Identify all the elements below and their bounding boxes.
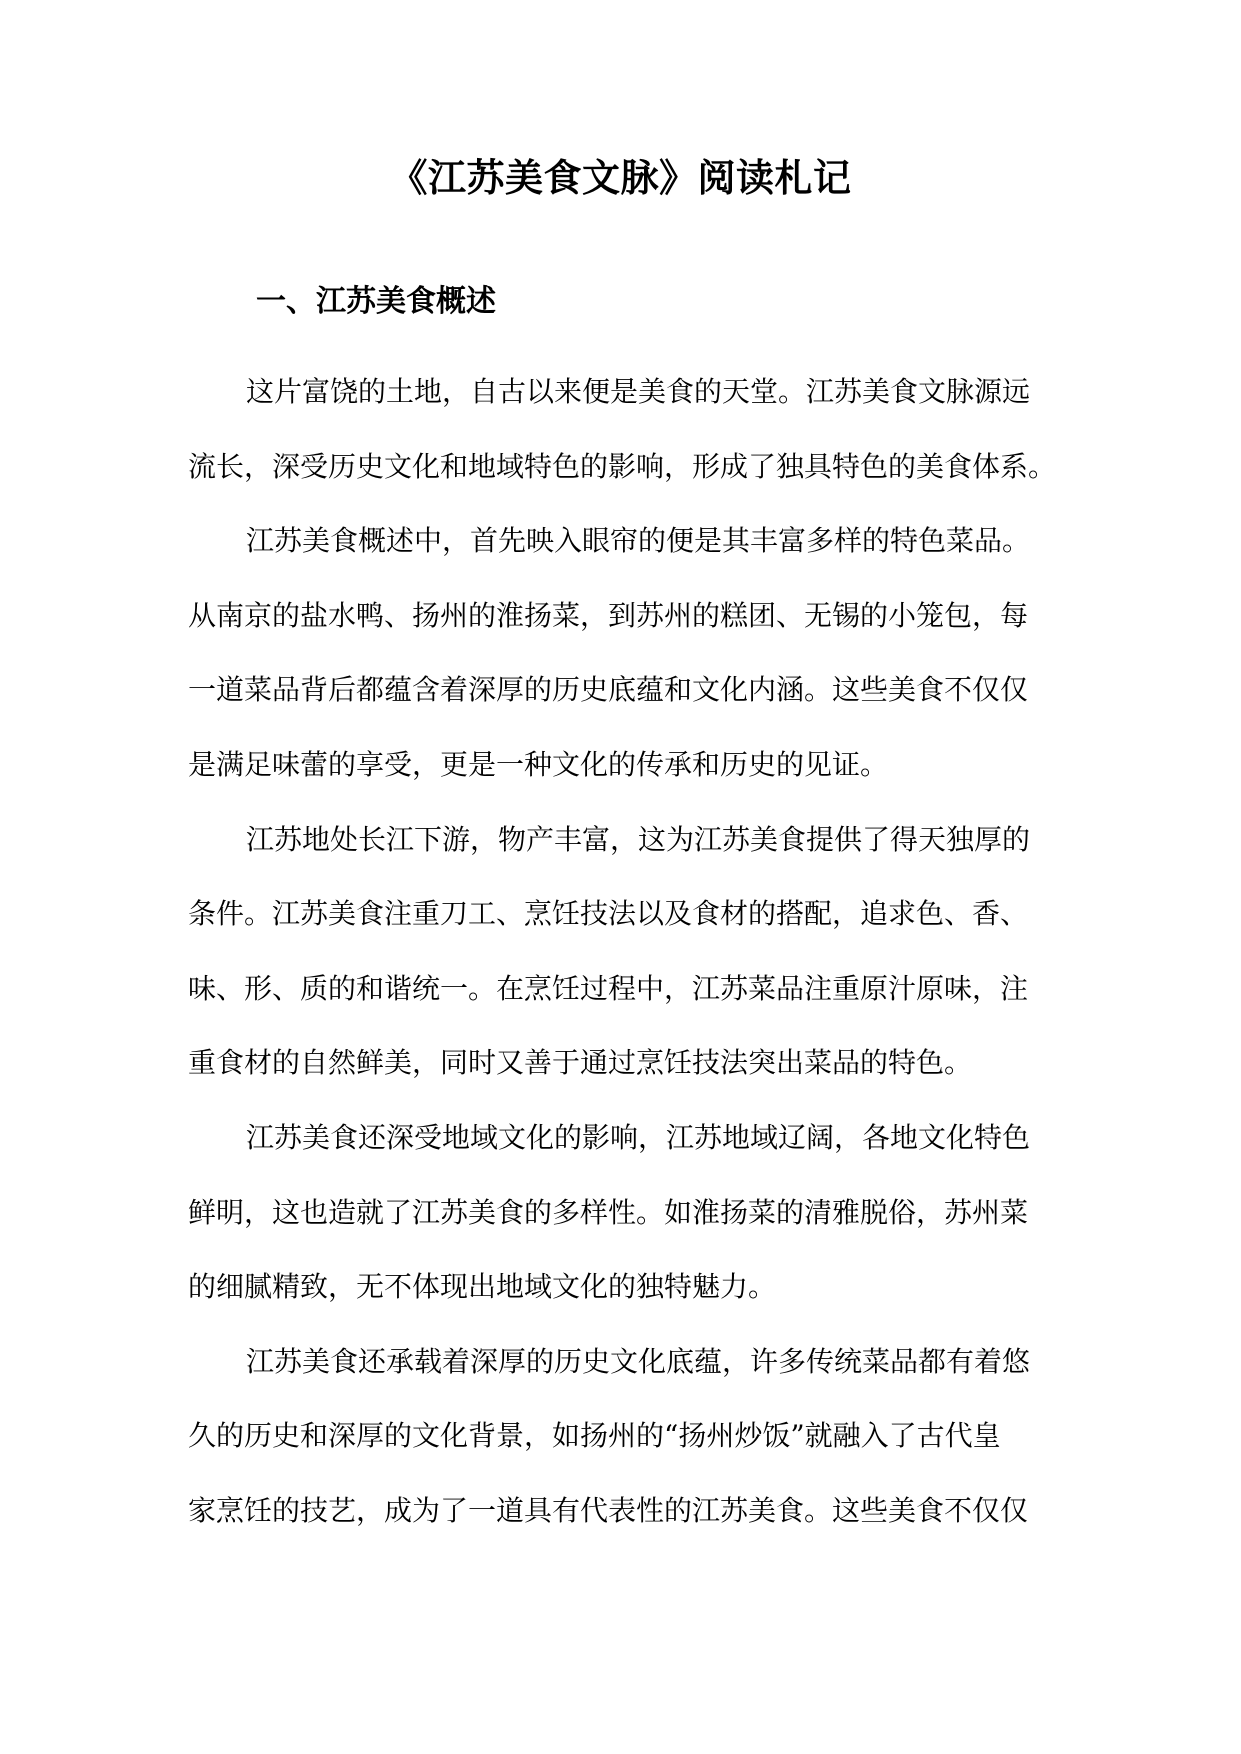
body-line: 的细腻精致，无不体现出地域文化的独特魅力。 <box>188 1270 777 1304</box>
body-line: 鲜明，这也造就了江苏美食的多样性。如淮扬菜的清雅脱俗，苏州菜 <box>188 1195 1029 1229</box>
document-title: 《江苏美食文脉》阅读札记 <box>389 155 852 200</box>
section-heading: 一、江苏美食概述 <box>256 284 496 319</box>
body-line: 是满足味蕾的享受，更是一种文化的传承和历史的见证。 <box>188 747 889 781</box>
body-line: 江苏地处长江下游，物产丰富，这为江苏美食提供了得天独厚的 <box>246 822 1031 856</box>
body-line: 条件。江苏美食注重刀工、烹饪技法以及食材的搭配，追求色、香、 <box>188 897 1029 931</box>
body-line: 久的历史和深厚的文化背景，如扬州的“扬州炒饭”就融入了古代皇 <box>188 1419 1001 1453</box>
body-text <box>188 368 1068 1562</box>
body-line: 家烹饪的技艺，成为了一道具有代表性的江苏美食。这些美食不仅仅 <box>188 1493 1029 1527</box>
body-line: 重食材的自然鲜美，同时又善于通过烹饪技法突出菜品的特色。 <box>188 1046 973 1080</box>
body-line: 流长，深受历史文化和地域特色的影响，形成了独具特色的美食体系。 <box>188 449 1057 483</box>
body-line: 一道菜品背后都蕴含着深厚的历史底蕴和文化内涵。这些美食不仅仅 <box>188 673 1029 707</box>
body-line: 江苏美食还深受地域文化的影响，江苏地域辽阔，各地文化特色 <box>246 1120 1031 1154</box>
body-line: 这片富饶的土地，自古以来便是美食的天堂。江苏美食文脉源远 <box>246 375 1031 408</box>
body-line: 江苏美食概述中，首先映入眼帘的便是其丰富多样的特色菜品。 <box>246 524 1031 558</box>
body-line: 味、形、质的和谐统一。在烹饪过程中，江苏菜品注重原汁原味，注 <box>188 971 1029 1005</box>
body-line: 从南京的盐水鸭、扬州的淮扬菜，到苏州的糕团、无锡的小笼包，每 <box>188 598 1029 632</box>
body-line: 江苏美食还承载着深厚的历史文化底蕴，许多传统菜品都有着悠 <box>246 1344 1031 1378</box>
